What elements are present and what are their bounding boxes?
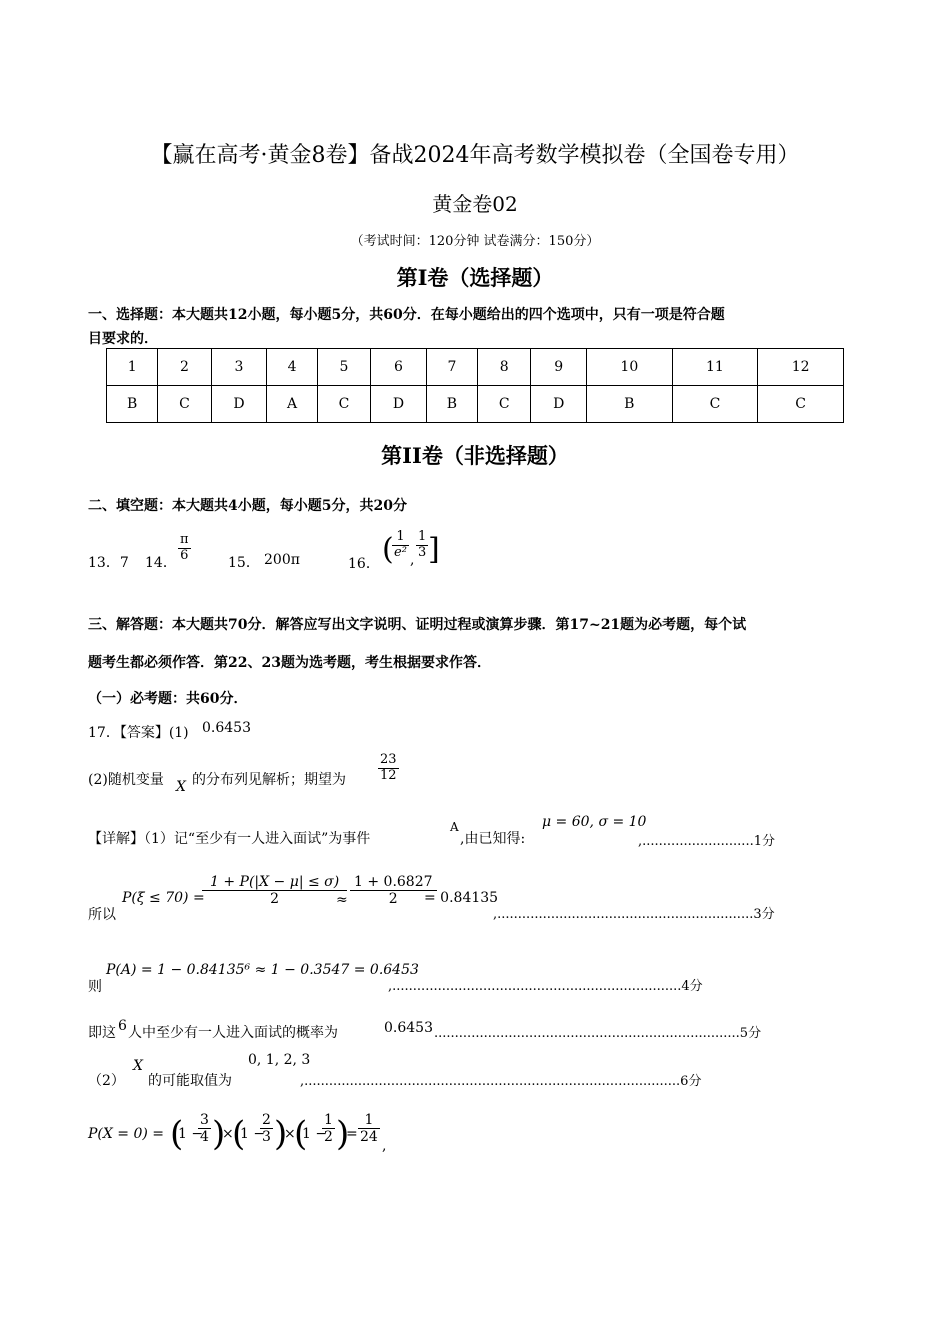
q17-answer1: 0.6453 [202, 720, 251, 736]
p0-tail: , [382, 1138, 387, 1154]
q16-fraction-1 [392, 530, 409, 561]
paper-subtitle: 黄金卷02 [432, 192, 518, 216]
conclude-text: 即这 [88, 1025, 116, 1041]
part2-text: 的可能取值为 [148, 1073, 232, 1089]
answer-table [106, 348, 844, 423]
question-number: 4 [267, 349, 318, 386]
answer-cell: B [426, 386, 477, 423]
times-1: × [222, 1126, 234, 1142]
one-minus-3: 1 − [302, 1126, 328, 1142]
f3-num: 1 [324, 1112, 333, 1128]
q15-label: 15． [228, 555, 260, 571]
q16-num2: 1 [418, 529, 427, 544]
fill-instruction: 二、填空题：本大题共4小题，每小题5分，共20分 [88, 498, 407, 514]
p0-lhs: P(X = 0) = [88, 1126, 165, 1142]
factor-2 [260, 1112, 273, 1145]
probability-value: 0.6453 [384, 1020, 433, 1036]
event-a: A [450, 820, 459, 834]
paren-close-3: ) [336, 1114, 350, 1154]
q16-den1: e² [394, 544, 407, 560]
p0-equals: = [346, 1126, 358, 1142]
known-text: ,由已知得: [460, 831, 526, 847]
answer-cell: B [587, 386, 673, 423]
q16-open-paren: ( [382, 532, 394, 567]
times-2: × [284, 1126, 296, 1142]
q17-answer2-text: (2)随机变量 [88, 772, 164, 788]
score-3: ,..............................................................3分 [493, 907, 775, 922]
one-minus-2: 1 − [240, 1126, 266, 1142]
f2-num: 2 [262, 1112, 271, 1128]
page-title: 【赢在高考·黄金8卷】备战2024年高考数学模拟卷（全国卷专用） [150, 143, 800, 168]
step2-num1: 1 + P(|X − μ| ≤ σ) [202, 874, 347, 891]
f2-den: 3 [262, 1129, 271, 1146]
then-text: 则 [88, 979, 102, 995]
answer-cell: D [371, 386, 427, 423]
q15-value: 200π [264, 552, 300, 568]
part2-label: （2） [88, 1073, 125, 1089]
solve-instruction-1: 三、解答题：本大题共70分．解答应写出文字说明、证明过程或演算步骤．第17~21题为必考题，每个试 [88, 617, 747, 633]
score-1: ,...........................1分 [638, 834, 775, 849]
part1-heading: 第I卷（选择题） [396, 265, 554, 290]
answer-cell: C [317, 386, 370, 423]
f3-den: 2 [324, 1129, 333, 1146]
step2-lhs: P(ξ ≤ 70) = [122, 890, 205, 906]
answer-cell: A [267, 386, 318, 423]
answer-row [107, 386, 844, 423]
question-number: 8 [478, 349, 531, 386]
q17-answer2-var: X [176, 779, 186, 795]
answer-cell: C [158, 386, 211, 423]
q16-close-bracket: ] [428, 532, 440, 567]
question-number: 5 [317, 349, 370, 386]
possible-values: 0, 1, 2, 3 [248, 1052, 311, 1068]
factor-1 [198, 1112, 211, 1145]
paren-open-1: ( [170, 1114, 184, 1154]
f1-den: 4 [200, 1129, 209, 1146]
q16-num1: 1 [392, 530, 409, 546]
step2-num2: 1 + 0.6827 [350, 874, 437, 891]
choice-instruction-1: 一、选择题：本大题共12小题，每小题5分，共60分．在每小题给出的四个选项中，只有一项是符合题 [88, 307, 725, 323]
exam-info: （考试时间：120分钟 试卷满分：150分） [350, 234, 600, 249]
answer-cell: B [107, 386, 158, 423]
required-heading: （一）必考题：共60分． [88, 691, 248, 707]
question-number-row [107, 349, 844, 386]
choice-instruction-2: 目要求的． [88, 331, 158, 347]
q17-answer-label: 17．【答案】(1) [88, 725, 189, 741]
expectation-fraction [378, 753, 399, 784]
answer-cell: D [531, 386, 587, 423]
question-number: 6 [371, 349, 427, 386]
answer-cell: C [478, 386, 531, 423]
q16-label: 16． [348, 556, 380, 572]
one-minus-1: 1 − [178, 1126, 204, 1142]
answer-cell: C [672, 386, 758, 423]
part2-var: X [133, 1058, 143, 1074]
paren-open-3: ( [294, 1114, 308, 1154]
detail-label: 【详解】（1）记“至少有一人进入面试”为事件 [88, 831, 371, 847]
paren-close-1: ) [212, 1114, 226, 1154]
question-number: 10 [587, 349, 673, 386]
q16-fraction-2 [416, 530, 428, 561]
step2-den1: 2 [270, 891, 280, 908]
approx-sign: ≈ [336, 892, 348, 908]
paren-close-2: ) [274, 1114, 288, 1154]
question-number: 11 [672, 349, 758, 386]
p0-den: 24 [360, 1129, 378, 1146]
params: μ = 60, σ = 10 [542, 814, 647, 830]
solve-instruction-2: 题考生都必须作答．第22、23题为选考题，考生根据要求作答． [88, 655, 491, 671]
q17-answer2-mid: 的分布列见解析；期望为 [192, 772, 346, 788]
question-number: 12 [758, 349, 844, 386]
answer-cell: C [758, 386, 844, 423]
part2-heading: 第II卷（非选择题） [381, 443, 569, 468]
f1-num: 3 [200, 1112, 209, 1128]
step3-formula: P(A) = 1 − 0.84135⁶ ≈ 1 − 0.3547 = 0.6453 [106, 962, 419, 978]
score-6: ,...........................................................................................6分 [300, 1074, 702, 1089]
q14-numerator: π [180, 532, 189, 547]
score-5: ..........................................................................5分 [434, 1026, 762, 1041]
step2-fraction-1 [202, 874, 347, 907]
step2-result: = 0.84135 [424, 890, 499, 906]
factor-3 [322, 1112, 335, 1145]
q16-comma: , [410, 552, 415, 568]
conclude-text-2: 人中至少有一人进入面试的概率为 [128, 1025, 338, 1041]
question-number: 2 [158, 349, 211, 386]
paren-open-2: ( [232, 1114, 246, 1154]
expect-den: 12 [380, 767, 397, 783]
score-4: ,......................................................................4分 [388, 979, 703, 994]
answer-cell: D [211, 386, 267, 423]
q16-den2: 3 [418, 544, 427, 560]
q14-fraction [178, 533, 191, 564]
p0-fraction [358, 1112, 380, 1145]
question-number: 3 [211, 349, 267, 386]
p0-num: 1 [358, 1112, 380, 1129]
step2-den2: 2 [388, 891, 398, 908]
question-number: 7 [426, 349, 477, 386]
expect-num: 23 [380, 752, 397, 767]
so-text: 所以 [88, 907, 116, 923]
q14-label: 14． [145, 555, 177, 571]
question-number: 9 [531, 349, 587, 386]
q14-denominator: 6 [178, 548, 191, 564]
six-count: 6 [118, 1018, 127, 1034]
q13-answer: 13．7 [88, 555, 129, 571]
question-number: 1 [107, 349, 158, 386]
